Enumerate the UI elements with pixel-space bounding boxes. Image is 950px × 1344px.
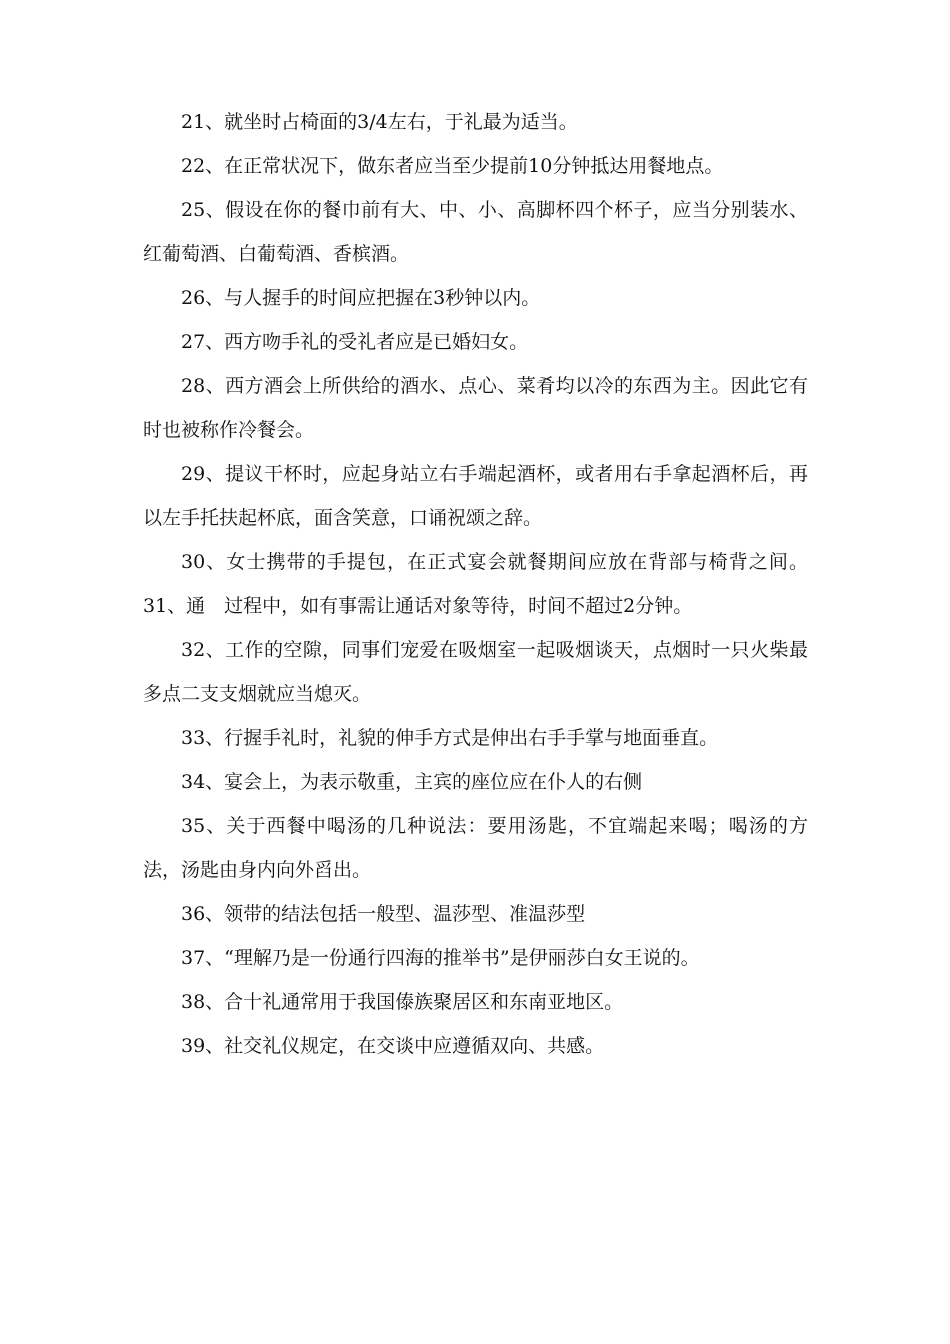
paragraph-26: 26、与人握手的时间应把握在3秒钟以内。 [181, 287, 541, 309]
paragraph-29: 29、提议干杯时，应起身站立右手端起酒杯，或者用右手拿起酒杯后，再以左手托扶起杯底，面含笑意，口诵祝颂之辞。 [143, 463, 808, 529]
paragraph-21: 21、就坐时占椅面的3/4左右，于礼最为适当。 [181, 111, 578, 133]
paragraph-22: 22、在正常状况下，做东者应当至少提前10分钟抵达用餐地点。 [181, 155, 724, 177]
paragraph-25: 25、假设在你的餐巾前有大、中、小、高脚杯四个杯子，应当分别装水、红葡萄酒、白葡萄酒、香槟酒。 [143, 199, 808, 265]
paragraph-38: 38、合十礼通常用于我国傣族聚居区和东南亚地区。 [181, 991, 624, 1013]
paragraph-27: 27、西方吻手礼的受礼者应是已婚妇女。 [181, 331, 529, 353]
paragraph-36: 36、领带的结法包括一般型、温莎型、准温莎型 [181, 903, 586, 925]
paragraph-35: 35、关于西餐中喝汤的几种说法：要用汤匙，不宜端起来喝；喝汤的方法，汤匙由身内向外舀出。 [143, 815, 808, 881]
paragraph-34: 34、宴会上，为表示敬重，主宾的座位应在仆人的右侧 [181, 771, 643, 793]
paragraph-28: 28、西方酒会上所供给的酒水、点心、菜肴均以冷的东西为主。因此它有时也被称作冷餐会。 [143, 375, 808, 441]
paragraph-32: 32、工作的空隙，同事们宠爱在吸烟室一起吸烟谈天，点烟时一只火柴最多点二支支烟就应当熄灭。 [143, 639, 808, 705]
paragraph-30-31: 30、女士携带的手提包，在正式宴会就餐期间应放在背部与椅背之间。31、通 过程中，如有事需让通话对象等待，时间不超过2分钟。 [143, 551, 808, 617]
paragraph-33: 33、行握手礼时，礼貌的伸手方式是伸出右手手掌与地面垂直。 [181, 727, 719, 749]
paragraph-37: 37、“理解乃是一份通行四海的推举书”是伊丽莎白女王说的。 [181, 947, 700, 969]
paragraph-39: 39、社交礼仪规定，在交谈中应遵循双向、共感。 [181, 1035, 605, 1057]
document-body [143, 100, 808, 1068]
